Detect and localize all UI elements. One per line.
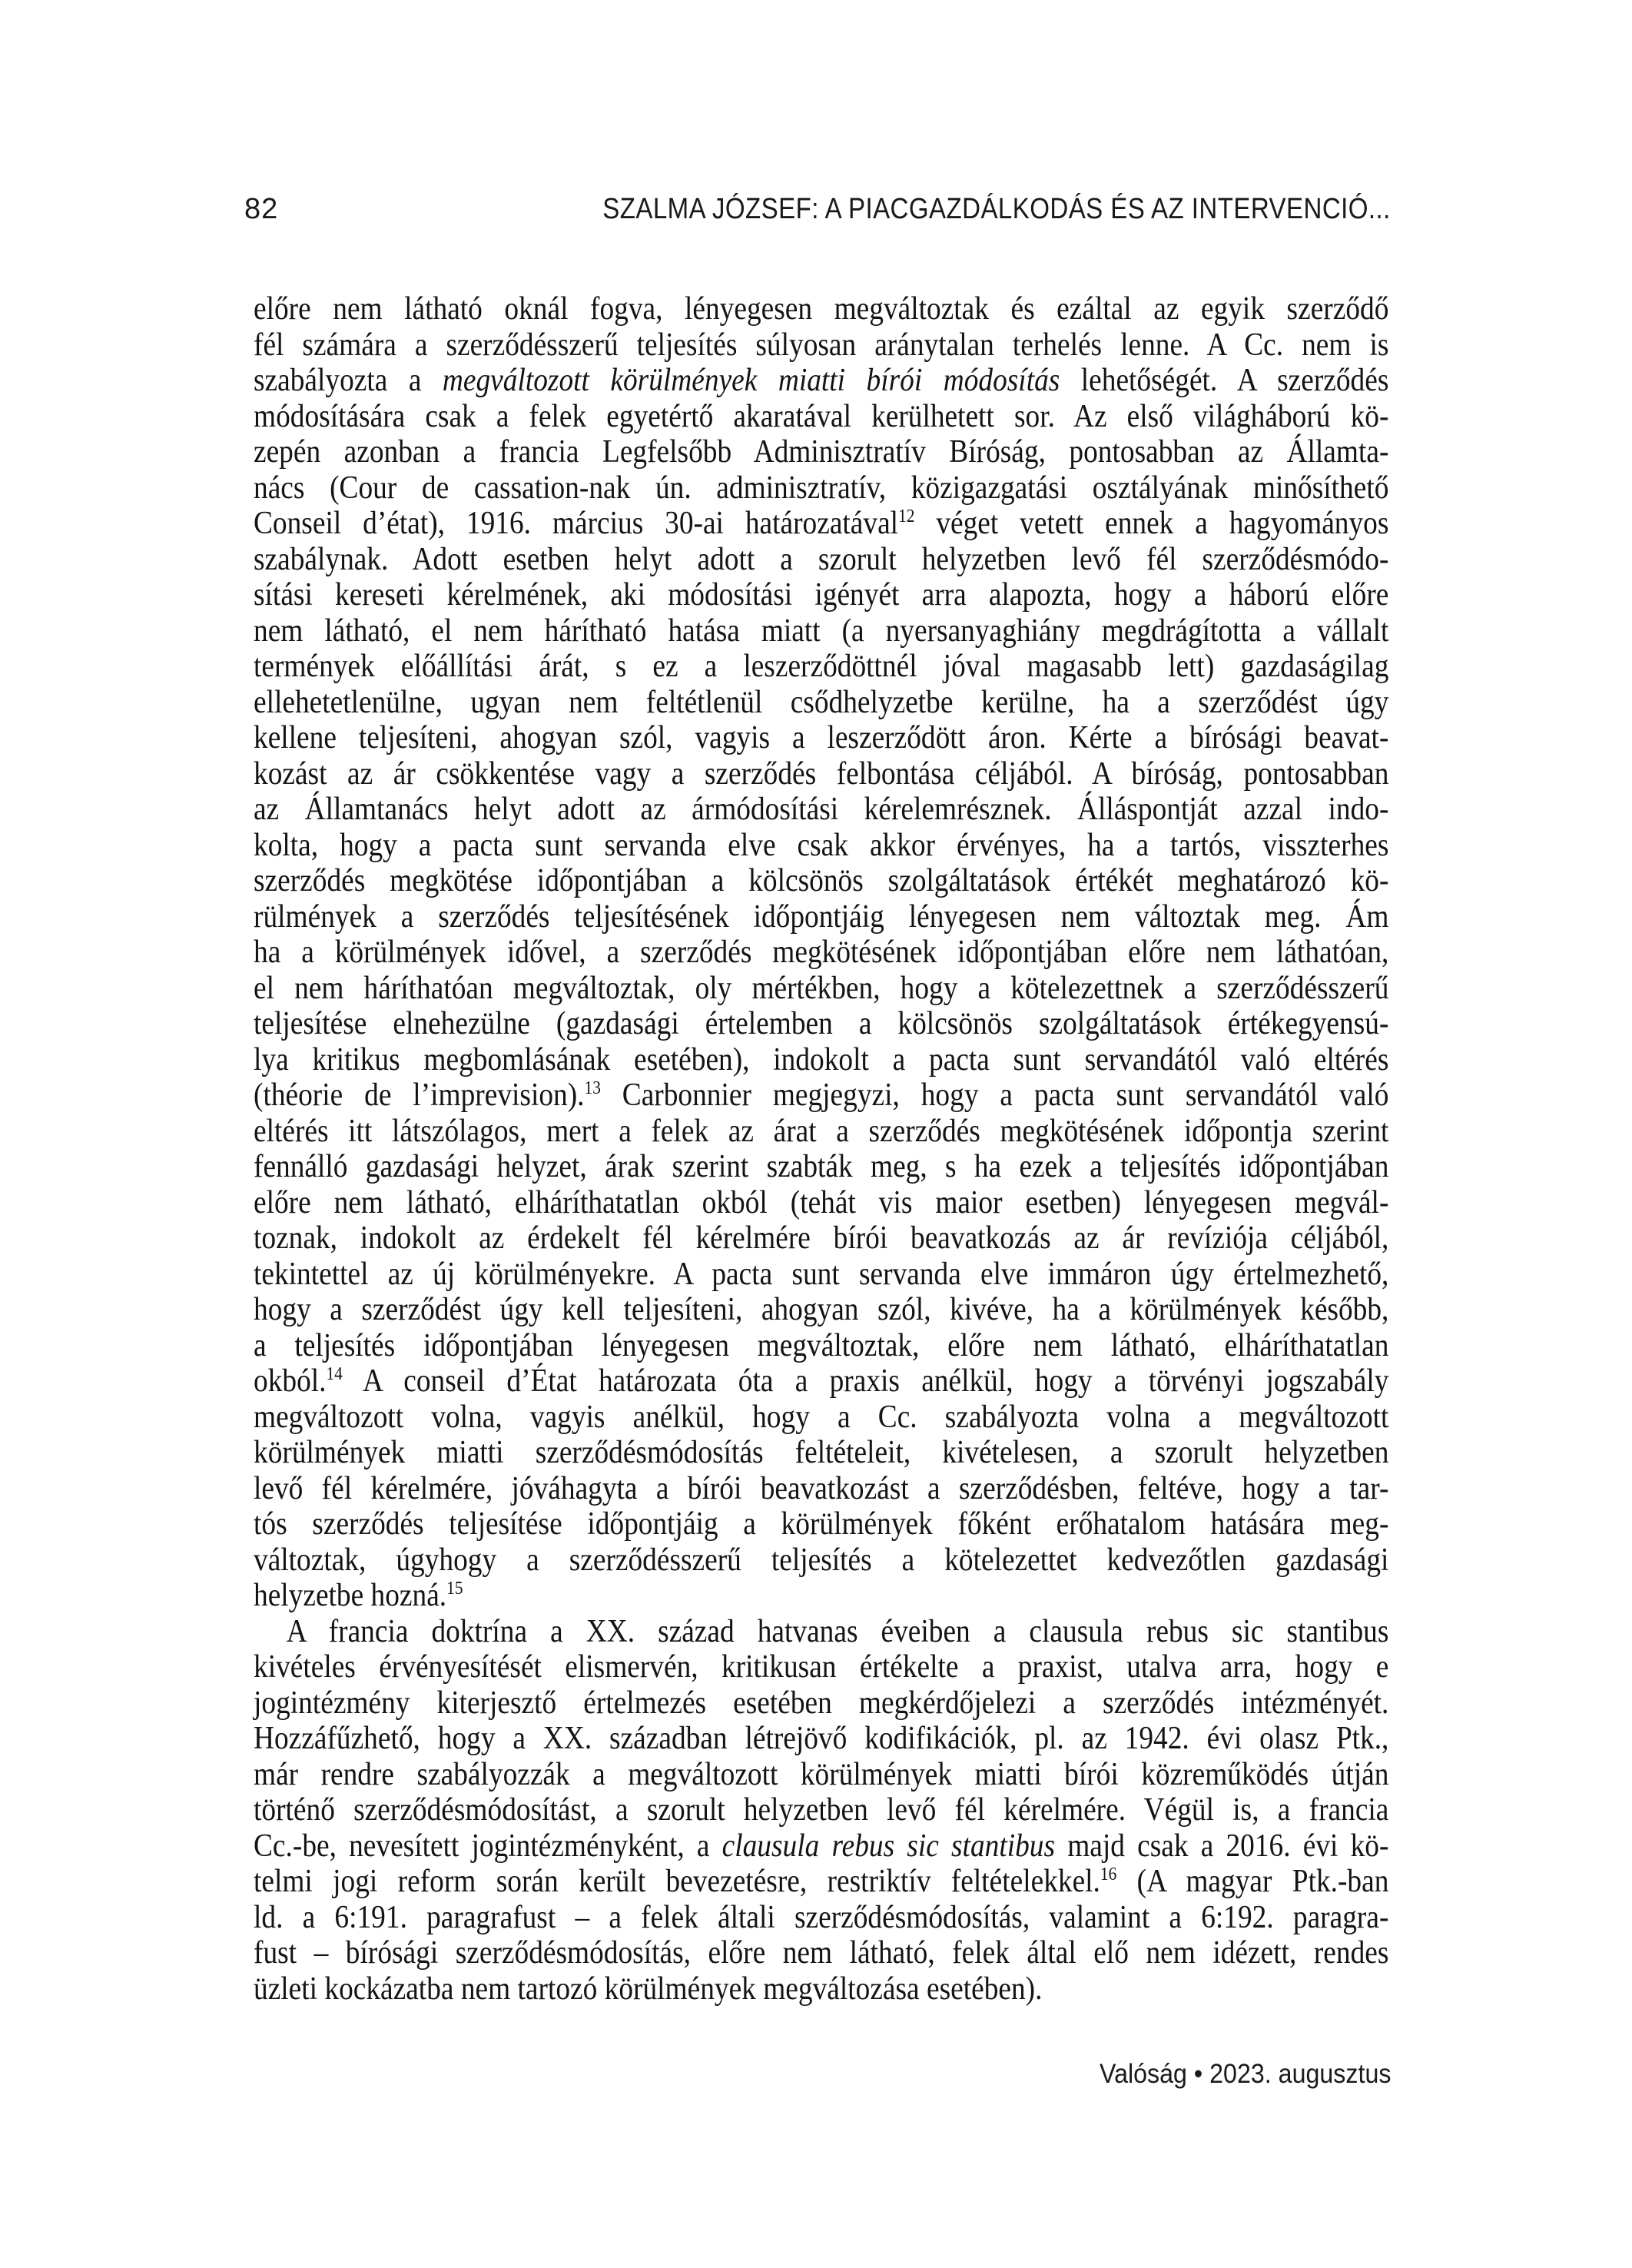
text-segment: ld. a 6:191. paragrafust – a felek általi szerződésmódosítás, valamint a 6:192. paragra- bbox=[254, 1899, 1389, 1935]
text-segment: szabálynak. Adott esetben helyt adott a szorult helyzetben levő fél szerződésmódo- bbox=[254, 541, 1389, 577]
text-segment: jogintézmény kiterjesztő értelmezés esetében megkérdőjelezi a szerződés intézményét. bbox=[254, 1685, 1389, 1721]
text-segment: helyzetbe hozná. bbox=[254, 1578, 447, 1613]
text-segment: a teljesítés időpontjában lényegesen megváltoztak, előre nem látható, elháríthatatlan bbox=[254, 1327, 1389, 1363]
text-segment: lya kritikus megbomlásának esetében), indokolt a pacta sunt servandától való eltérés bbox=[254, 1041, 1389, 1078]
text-segment: rülmények a szerződés teljesítésének időpontjáig lényegesen nem változtak meg. Ám bbox=[254, 898, 1389, 935]
text-line bbox=[254, 899, 1388, 935]
text-line bbox=[254, 1114, 1388, 1150]
text-segment: megváltozott volna, vagyis anélkül, hogy a Cc. szabályozta volna a megváltozott bbox=[254, 1399, 1389, 1435]
text-segment: változtak, úgyhogy a szerződésszerű teljesítés a kötelezettet kedvezőtlen gazdasági bbox=[254, 1542, 1389, 1578]
text-line bbox=[254, 1900, 1388, 1936]
text-line bbox=[254, 1149, 1388, 1185]
text-segment: toznak, indokolt az érdekelt fél kérelmére bírói beavatkozás az ár revíziója céljából, bbox=[254, 1220, 1389, 1256]
text-segment: üzleti kockázatba nem tartozó körülmények megváltozása esetében). bbox=[254, 1971, 1043, 2007]
text-segment: hogy a szerződést úgy kell teljesíteni, ahogyan szól, kivéve, ha a körülmények később, bbox=[254, 1292, 1389, 1327]
text-line bbox=[254, 1864, 1388, 1900]
text-line bbox=[254, 1649, 1388, 1685]
text-line bbox=[254, 720, 1388, 756]
text-segment: történő szerződésmódosítást, a szorult helyzetben levő fél kérelmére. Végül is, a francia bbox=[254, 1792, 1389, 1828]
text-line bbox=[254, 1828, 1388, 1865]
text-segment: Conseil d’état), 1916. március 30-ai határozatával bbox=[254, 506, 899, 541]
text-segment: eltérés itt látszólagos, mert a felek az árat a szerződés megkötésének időpontja szerint bbox=[254, 1113, 1389, 1149]
text-segment: el nem háríthatóan megváltoztak, oly mértékben, hogy a kötelezettnek a szerződésszerű bbox=[254, 970, 1389, 1006]
italic-phrase: clausula rebus sic stantibus bbox=[721, 1828, 1056, 1864]
text-line bbox=[254, 1971, 1388, 2007]
text-segment: kivételes érvényesítését elismervén, kritikusan értékelte a praxist, utalva arra, hogy e bbox=[254, 1649, 1389, 1685]
text-segment: Carbonnier megjegyzi, hogy a pacta sunt servandától való bbox=[600, 1078, 1389, 1113]
text-line bbox=[254, 470, 1388, 506]
text-segment: fust – bírósági szerződésmódosítás, előre nem látható, felek által elő nem idézett, rendes bbox=[254, 1935, 1389, 1971]
text-line bbox=[254, 935, 1388, 971]
text-line bbox=[254, 506, 1388, 542]
text-segment: zepén azonban a francia Legfelsőbb Adminisztratív Bíróság, pontosabban az Államta- bbox=[254, 434, 1389, 470]
text-segment: kellene teljesíteni, ahogyan szól, vagyis a leszerződött áron. Kérte a bírósági beavat- bbox=[254, 720, 1389, 755]
page-number: 82 bbox=[244, 193, 279, 225]
text-segment: fennálló gazdasági helyzet, árak szerint szabták meg, s ha ezek a teljesítés időpontjában bbox=[254, 1149, 1389, 1184]
text-segment: szabályozta a bbox=[254, 363, 443, 398]
text-segment: kozást az ár csökkentése vagy a szerződés felbontása céljából. A bíróság, pontosabban bbox=[254, 755, 1389, 792]
footnote-reference: 12 bbox=[898, 506, 915, 526]
text-segment: ellehetetlenülne, ugyan nem feltétlenül csődhelyzetbe kerülne, ha a szerződést úgy bbox=[254, 684, 1389, 720]
text-line bbox=[254, 327, 1388, 364]
text-line bbox=[254, 1042, 1388, 1078]
text-line bbox=[254, 363, 1388, 399]
text-line bbox=[254, 1400, 1388, 1436]
footnote-reference: 16 bbox=[1100, 1865, 1117, 1884]
text-line bbox=[254, 1328, 1388, 1364]
text-line bbox=[254, 1185, 1388, 1221]
text-line bbox=[254, 399, 1388, 435]
text-line bbox=[254, 1363, 1388, 1400]
text-line bbox=[254, 1614, 1388, 1650]
page-header bbox=[244, 193, 1391, 228]
text-line bbox=[254, 291, 1388, 327]
text-segment: A conseil d’État határozata óta a praxis anélkül, hogy a törvényi jogszabály bbox=[342, 1363, 1389, 1399]
text-line bbox=[254, 685, 1388, 721]
text-line bbox=[254, 1578, 1388, 1614]
text-segment: A francia doktrína a XX. század hatvanas éveiben a clausula rebus sic stantibus bbox=[286, 1613, 1389, 1649]
text-segment: körülmények miatti szerződésmódosítás feltételeit, kivételesen, a szorult helyzetben bbox=[254, 1435, 1389, 1470]
running-title: SZALMA JÓZSEF: A PIACGAZDÁLKODÁS ÉS AZ INTERVENCIÓ... bbox=[602, 193, 1391, 225]
text-segment: termények előállítási árát, s ez a leszerződöttnél jóval magasabb lett) gazdaságilag bbox=[254, 649, 1389, 684]
text-segment: módosítására csak a felek egyetértő akaratával kerülhetett sor. Az első világháború kö- bbox=[254, 398, 1389, 434]
text-segment: levő fél kérelmére, jóváhagyta a bírói beavatkozást a szerződésben, feltéve, hogy a tar- bbox=[254, 1470, 1389, 1506]
text-line bbox=[254, 1792, 1388, 1828]
text-segment: lehetőségét. A szerződés bbox=[1060, 363, 1389, 398]
text-segment: telmi jogi reform során került bevezetésre, restriktív feltételekkel. bbox=[254, 1864, 1100, 1899]
text-segment: sítási kereseti kérelmének, aki módosítási igényét arra alapozta, hogy a háború előre bbox=[254, 577, 1389, 613]
footnote-reference: 15 bbox=[446, 1579, 463, 1599]
footnote-reference: 14 bbox=[326, 1364, 343, 1384]
text-segment: kolta, hogy a pacta sunt servanda elve csak akkor érvényes, ha a tartós, visszterhes bbox=[254, 827, 1389, 863]
text-line bbox=[254, 1257, 1388, 1293]
text-segment: tekintettel az új körülményekre. A pacta sunt servanda elve immáron úgy értelmezhető, bbox=[254, 1256, 1389, 1292]
text-segment: fél számára a szerződésszerű teljesítés súlyosan aránytalan terhelés lenne. A Cc. nem is bbox=[254, 327, 1389, 363]
text-line bbox=[254, 434, 1388, 470]
text-segment: szerződés megkötése időpontjában a kölcsönös szolgáltatások értékét meghatározó kö- bbox=[254, 863, 1389, 898]
text-line bbox=[254, 1721, 1388, 1757]
text-line bbox=[254, 1220, 1388, 1257]
text-segment: véget vetett ennek a hagyományos bbox=[914, 506, 1389, 541]
text-line bbox=[254, 1542, 1388, 1579]
text-line bbox=[254, 577, 1388, 613]
text-line bbox=[254, 971, 1388, 1007]
text-segment: nem látható, el nem hárítható hatása miatt (a nyersanyaghiány megdrágította a vállalt bbox=[254, 613, 1389, 649]
text-segment: előre nem látható oknál fogva, lényegesen megváltoztak és ezáltal az egyik szerződő bbox=[254, 291, 1389, 327]
text-segment: az Államtanács helyt adott az ármódosítási kérelemrésznek. Álláspontját azzal indo- bbox=[254, 792, 1389, 827]
text-line bbox=[254, 613, 1388, 649]
text-segment: tós szerződés teljesítése időpontjáig a körülmények főként erőhatalom hatására meg- bbox=[254, 1506, 1389, 1542]
italic-phrase: megváltozott körülmények miatti bírói módosítás bbox=[442, 363, 1060, 398]
text-segment: nács (Cour de cassation-nak ún. adminisztratív, közigazgatási osztályának minősíthető bbox=[254, 470, 1389, 506]
text-line bbox=[254, 542, 1388, 578]
body-text bbox=[254, 291, 1388, 2007]
text-line bbox=[254, 1471, 1388, 1507]
text-segment: Cc.-be, nevesített jogintézményként, a bbox=[254, 1828, 722, 1864]
text-segment: Hozzáfűzhető, hogy a XX. században létrejövő kodifikációk, pl. az 1942. évi olasz Ptk., bbox=[254, 1721, 1389, 1756]
text-segment: ha a körülmények idővel, a szerződés megkötésének időpontjában előre nem láthatóan, bbox=[254, 935, 1389, 970]
text-line bbox=[254, 756, 1388, 792]
text-line bbox=[254, 828, 1388, 864]
text-line bbox=[254, 1078, 1388, 1114]
text-line bbox=[254, 1757, 1388, 1793]
footnote-reference: 13 bbox=[584, 1078, 601, 1098]
text-line bbox=[254, 1006, 1388, 1042]
text-segment: teljesítése elnehezülne (gazdasági értelemben a kölcsönös szolgáltatások értékegyensú- bbox=[254, 1006, 1389, 1041]
text-line bbox=[254, 649, 1388, 685]
text-line bbox=[254, 1435, 1388, 1471]
text-line bbox=[254, 1292, 1388, 1328]
text-line bbox=[254, 1506, 1388, 1542]
text-line bbox=[254, 863, 1388, 899]
text-segment: (A magyar Ptk.-ban bbox=[1116, 1864, 1389, 1899]
text-line bbox=[254, 792, 1388, 828]
text-segment: okból. bbox=[254, 1363, 327, 1399]
text-segment: előre nem látható, elháríthatatlan okból (tehát vis maior esetben) lényegesen megvál- bbox=[254, 1184, 1389, 1220]
text-line bbox=[254, 1935, 1388, 1971]
page-footer: Valóság • 2023. augusztus bbox=[1099, 2059, 1391, 2089]
text-line bbox=[254, 1685, 1388, 1722]
text-segment: majd csak a 2016. évi kö- bbox=[1055, 1828, 1389, 1864]
text-segment: már rendre szabályozzák a megváltozott körülmények miatti bírói közreműködés útján bbox=[254, 1756, 1389, 1792]
text-segment: (théorie de l’imprevision). bbox=[254, 1078, 585, 1113]
